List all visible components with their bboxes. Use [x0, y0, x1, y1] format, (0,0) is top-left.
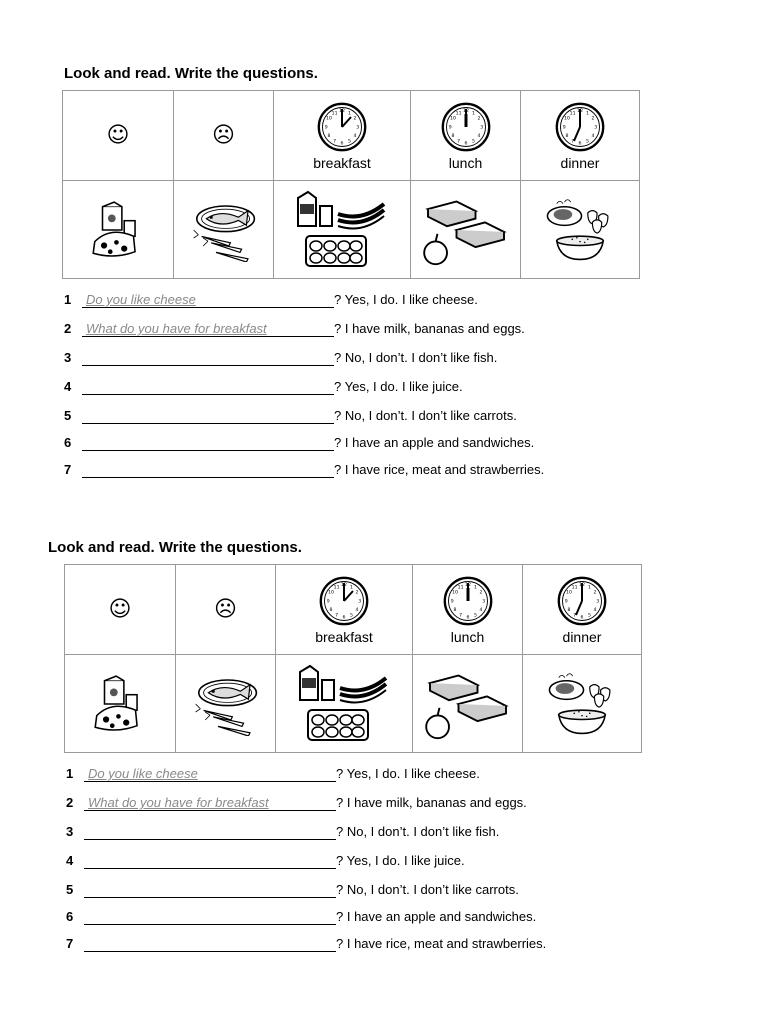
- dinner-cell: [523, 565, 642, 655]
- breakfast-cell: [276, 565, 413, 655]
- clock-icon: [554, 101, 606, 153]
- response-text: ? No, I don’t. I don’t like fish.: [334, 350, 498, 365]
- food-table: [62, 90, 640, 279]
- question-number: 7: [66, 936, 74, 951]
- response-text: ? I have milk, bananas and eggs.: [336, 795, 527, 810]
- example-answer: What do you have for breakfast: [86, 321, 267, 336]
- fish-carrot-icon: [184, 198, 264, 262]
- smiley-face-icon: ☺: [108, 596, 132, 622]
- food-cell: [63, 181, 174, 279]
- meat-strawberry-rice-icon: [543, 673, 621, 735]
- apple-sandwich-icon: [420, 666, 516, 742]
- clock-icon: [442, 575, 494, 627]
- response-text: ? Yes, I do. I like cheese.: [336, 766, 480, 781]
- clock-icon: [318, 575, 370, 627]
- food-cell: [413, 655, 523, 753]
- question-number: 2: [64, 321, 72, 336]
- answer-line[interactable]: [84, 853, 336, 869]
- milk-banana-eggs-icon: [292, 190, 392, 270]
- food-cell: [274, 181, 411, 279]
- breakfast-cell: [274, 91, 411, 181]
- clock-icon: [556, 575, 608, 627]
- smiley-face-icon: ☺: [106, 122, 130, 148]
- question-number: 1: [64, 292, 72, 307]
- answer-line[interactable]: [82, 435, 334, 451]
- meal-label: lunch: [448, 154, 483, 171]
- response-text: ? I have milk, bananas and eggs.: [334, 321, 525, 336]
- meat-strawberry-rice-icon: [541, 199, 619, 261]
- answer-line[interactable]: [84, 824, 336, 840]
- response-text: ? Yes, I do. I like juice.: [336, 853, 465, 868]
- meal-label: breakfast: [315, 628, 373, 645]
- question-list: [66, 766, 586, 956]
- answer-line[interactable]: [82, 408, 334, 424]
- clock-icon: [316, 101, 368, 153]
- apple-sandwich-icon: [418, 192, 514, 268]
- answer-line[interactable]: [84, 909, 336, 925]
- answer-line[interactable]: [84, 936, 336, 952]
- meal-label: dinner: [560, 154, 600, 171]
- food-table: [64, 564, 642, 753]
- milk-banana-eggs-icon: [294, 664, 394, 744]
- question-number: 4: [64, 379, 72, 394]
- clock-icon: [440, 101, 492, 153]
- response-text: ? No, I don’t. I don’t like fish.: [336, 824, 500, 839]
- like-cell: [65, 565, 176, 655]
- dislike-cell: [174, 91, 274, 181]
- question-number: 6: [66, 909, 74, 924]
- response-text: ? I have an apple and sandwiches.: [334, 435, 535, 450]
- question-number: 5: [66, 882, 74, 897]
- lunch-cell: [411, 91, 521, 181]
- response-text: ? I have an apple and sandwiches.: [336, 909, 537, 924]
- answer-line[interactable]: [84, 882, 336, 898]
- food-cell: [176, 655, 276, 753]
- response-text: ? Yes, I do. I like juice.: [334, 379, 463, 394]
- answer-line[interactable]: [82, 379, 334, 395]
- answer-line[interactable]: [82, 462, 334, 478]
- response-text: ? Yes, I do. I like cheese.: [334, 292, 478, 307]
- worksheet-title: Look and read. Write the questions.: [48, 539, 302, 556]
- dislike-cell: [176, 565, 276, 655]
- response-text: ? No, I don’t. I don’t like carrots.: [336, 882, 519, 897]
- frowning-face-icon: ☹: [212, 122, 235, 148]
- frowning-face-icon: ☹: [214, 596, 237, 622]
- response-text: ? No, I don’t. I don’t like carrots.: [334, 408, 517, 423]
- response-text: ? I have rice, meat and strawberries.: [336, 936, 547, 951]
- food-cell: [411, 181, 521, 279]
- food-cell: [276, 655, 413, 753]
- food-cell: [521, 181, 640, 279]
- example-answer: Do you like cheese: [88, 766, 198, 781]
- example-answer: What do you have for breakfast: [88, 795, 269, 810]
- question-number: 1: [66, 766, 74, 781]
- question-list: [64, 292, 584, 482]
- like-cell: [63, 91, 174, 181]
- lunch-cell: [413, 565, 523, 655]
- food-cell: [65, 655, 176, 753]
- dinner-cell: [521, 91, 640, 181]
- question-number: 6: [64, 435, 72, 450]
- question-number: 2: [66, 795, 74, 810]
- meal-label: breakfast: [313, 154, 371, 171]
- food-cell: [523, 655, 642, 753]
- worksheet-title: Look and read. Write the questions.: [64, 65, 318, 82]
- milk-cheese-icon: [79, 199, 157, 261]
- answer-line[interactable]: [82, 350, 334, 366]
- milk-cheese-icon: [81, 673, 159, 735]
- question-number: 7: [64, 462, 72, 477]
- response-text: ? I have rice, meat and strawberries.: [334, 462, 545, 477]
- question-number: 5: [64, 408, 72, 423]
- meal-label: dinner: [562, 628, 602, 645]
- meal-label: lunch: [450, 628, 485, 645]
- food-cell: [174, 181, 274, 279]
- fish-carrot-icon: [186, 672, 266, 736]
- question-number: 4: [66, 853, 74, 868]
- example-answer: Do you like cheese: [86, 292, 196, 307]
- question-number: 3: [64, 350, 72, 365]
- question-number: 3: [66, 824, 74, 839]
